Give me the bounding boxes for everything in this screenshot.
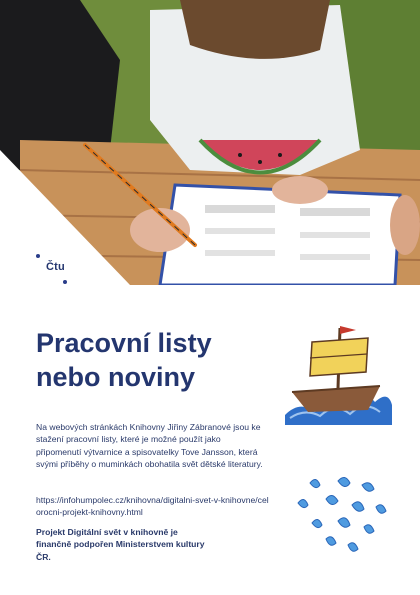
- brand-dot: [36, 254, 40, 258]
- drops-illustration: [290, 475, 390, 565]
- title-line-1: Pracovní listy: [36, 328, 212, 358]
- header-photo: [0, 0, 420, 285]
- ship-illustration: [280, 320, 395, 435]
- brand-label: Čtu: [46, 261, 65, 273]
- worksheet-link[interactable]: https://infohumpolec.cz/knihovna/digitalni-svet-v-knihovne/celorocni-projekt-knihovny.html: [36, 495, 269, 518]
- brand-dot: [63, 280, 67, 284]
- brand-mark: [36, 253, 76, 287]
- page-title: [36, 326, 276, 394]
- intro-paragraph: Na webových stránkách Knihovny Jiřiny Zábranové jsou ke stažení pracovní listy, které je možné použít jako připomenutí výtvarnice a spisovatelky Tove Jansson, která svými příběhy o muminkách obohatila svět dětské literatury.: [36, 422, 263, 470]
- title-line-2: nebo noviny: [36, 362, 196, 392]
- funding-note: Projekt Digitální svět v knihovně je finančně podpořen Ministerstvem kultury ČR.: [36, 527, 205, 562]
- children-drawing-photo: [0, 0, 420, 285]
